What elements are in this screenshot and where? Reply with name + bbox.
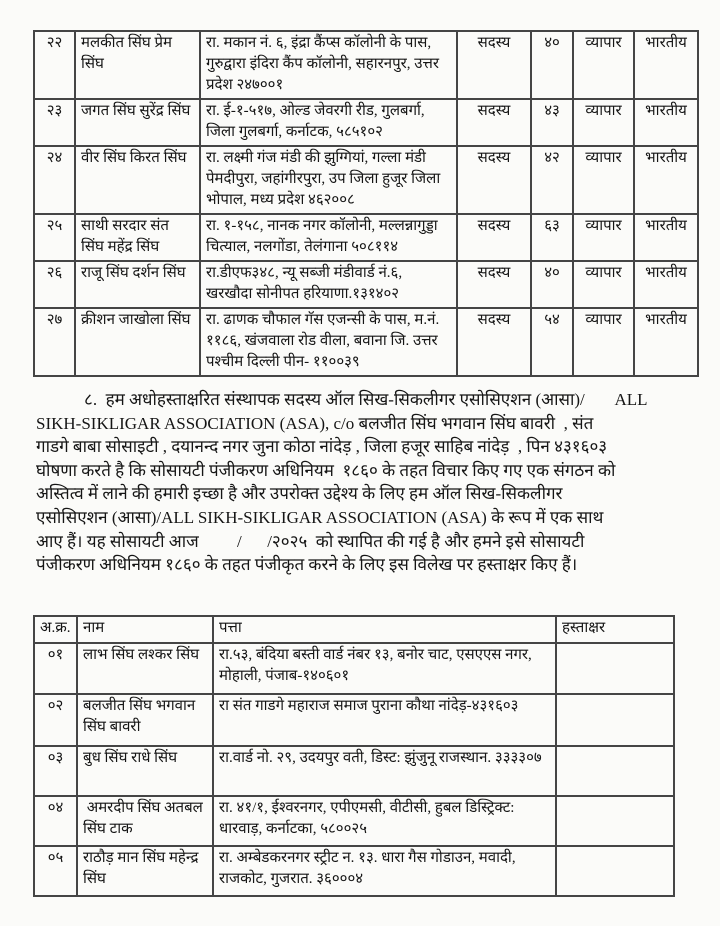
- member-table: [33, 30, 699, 377]
- declaration-line: एसोसिएशन (आसा)/ALL SIKH-SIKLIGAR ASSOCIATION (ASA) के रूप में एक साथ: [36, 507, 604, 527]
- signatory-address: रा.वार्ड नो. २९, उदयपुर वती, डिस्ट: झुंजुनू राजस्थान. ३३३३०७: [213, 746, 556, 796]
- member-no: २७: [34, 308, 75, 376]
- member-occupation: व्यापार: [573, 99, 634, 146]
- member-name: क्रीशन जाखोला सिंघ: [75, 308, 200, 376]
- member-occupation: व्यापार: [573, 214, 634, 261]
- signatory-no: ०२: [34, 694, 77, 746]
- signatory-no: ०५: [34, 846, 77, 896]
- header-serial: अ.क्र.: [34, 616, 77, 643]
- member-role: सदस्य: [457, 214, 531, 261]
- signatory-row: [34, 796, 674, 846]
- signature-cell: [556, 694, 674, 746]
- member-row: [34, 214, 698, 261]
- member-role: सदस्य: [457, 146, 531, 214]
- signatory-name: अमरदीप सिंघ अतबल सिंघ टाक: [77, 796, 213, 846]
- declaration-line: पंजीकरण अधिनियम १८६० के तहत पंजीकृत करने के लिए इस विलेख पर हस्ताक्षर किए हैं।: [36, 555, 578, 575]
- member-nationality: भारतीय: [634, 146, 698, 214]
- signature-cell: [556, 796, 674, 846]
- member-address: रा. ई-१-५१७, ओल्ड जेवरगी रीड, गुलबर्गा, जिला गुलबर्गा, कर्नाटक, ५८५१०२: [200, 99, 457, 146]
- signatory-address: रा. अम्बेडकरनगर स्ट्रीट न. १३. धारा गैस गोडाउन, मवादी, राजकोट, गुजरात. ३६०००४: [213, 846, 556, 896]
- declaration-line: गाडगे बाबा सोसाइटी , दयानन्द नगर जुना कोठा नांदेड़ , जिला हजूर साहिब नांदेड़ , पिन ४३१६०३: [36, 437, 608, 457]
- signatory-name: बुध सिंघ राधे सिंघ: [77, 746, 213, 796]
- member-role: सदस्य: [457, 99, 531, 146]
- member-address: रा. लक्ष्मी गंज मंडी की झुग्गियां, गल्ला मंडी पेमदीपुरा, जहांगीरपुरा, उप जिला हुजूर जिला भोपाल, मध्य प्रदेश ४६२००८: [200, 146, 457, 214]
- signatory-no: ०१: [34, 643, 77, 694]
- signature-cell: [556, 643, 674, 694]
- signatory-address: रा.५३, बंदिया बस्ती वार्ड नंबर १३, बनोर चाट, एसएएस नगर, मोहाली, पंजाब-१४०६०१: [213, 643, 556, 694]
- member-nationality: भारतीय: [634, 31, 698, 99]
- declaration-line: SIKH-SIKLIGAR ASSOCIATION (ASA), c/o बलजीत सिंघ भगवान सिंघ बावरी , संत: [36, 413, 594, 433]
- signatory-header-row: [34, 616, 674, 643]
- member-nationality: भारतीय: [634, 214, 698, 261]
- member-nationality: भारतीय: [634, 308, 698, 376]
- signatory-no: ०४: [34, 796, 77, 846]
- member-name: साथी सरदार संत सिंघ महेंद्र सिंघ: [75, 214, 200, 261]
- member-name: जगत सिंघ सुरेंद्र सिंघ: [75, 99, 200, 146]
- member-nationality: भारतीय: [634, 99, 698, 146]
- signatory-address: रा संत गाडगे महाराज समाज पुराना कौथा नांदेड़-४३१६०३: [213, 694, 556, 746]
- declaration-line: आए हैं। यह सोसायटी आज / /२०२५ को स्थापित की गई है और हमने इसे सोसायटी: [36, 531, 585, 551]
- member-row: [34, 99, 698, 146]
- member-no: २३: [34, 99, 75, 146]
- signatory-table: [33, 615, 675, 897]
- signatory-address: रा. ४१/१, ईश्वरनगर, एपीएमसी, वीटीसी, हुबल डिस्ट्रिक्ट: धारवाड़, कर्नाटका, ५८००२५: [213, 796, 556, 846]
- member-occupation: व्यापार: [573, 261, 634, 308]
- declaration-line: अस्तित्व में लाने की हमारी इच्छा है और उपरोक्त उद्देश्य के लिए हम ऑल सिख-सिकलीगर: [36, 484, 563, 504]
- member-address: रा. १-१५८, नानक नगर कॉलोनी, मल्लन्नागुड्डा चित्याल, नलगोंडा, तेलंगाना ५०८११४: [200, 214, 457, 261]
- declaration-line: घोषणा करते है कि सोसायटी पंजीकरण अधिनियम १८६० के तहत विचार किए गए एक संगठन को: [36, 460, 616, 480]
- member-role: सदस्य: [457, 31, 531, 99]
- member-role: सदस्य: [457, 261, 531, 308]
- member-name: राजू सिंघ दर्शन सिंघ: [75, 261, 200, 308]
- declaration-line: ८. हम अधोहस्ताक्षरित संस्थापक सदस्य ऑल सिख-सिकलीगर एसोसिएशन (आसा)/ ALL: [84, 390, 648, 409]
- signatory-name: राठौड़ मान सिंघ महेन्द्र सिंघ: [77, 846, 213, 896]
- member-nationality: भारतीय: [634, 261, 698, 308]
- member-address: रा. ढाणक चौफाल गॅस एजन्सी के पास, म.नं. ११८६, खंजवाला रोड वीला, बवाना जि. उत्तर पश्चीम दिल्ली पीन- ११००३९: [200, 308, 457, 376]
- member-age: ४०: [531, 261, 573, 308]
- member-occupation: व्यापार: [573, 31, 634, 99]
- member-address: रा.डीएफ३४८, न्यू सब्जी मंडीवार्ड नं.६, खरखौदा सोनीपत हरियाणा.१३१४०२: [200, 261, 457, 308]
- member-address: रा. मकान नं. ६, इंद्रा कैंप्स कॉलोनी के पास, गुरुद्वारा इंदिरा कैंप कॉलोनी, सहारनपुर, उत्तर प्रदेश २४७००१: [200, 31, 457, 99]
- member-row: [34, 146, 698, 214]
- header-address: पत्ता: [213, 616, 556, 643]
- member-no: २२: [34, 31, 75, 99]
- member-row: [34, 308, 698, 376]
- member-name: मलकीत सिंघ प्रेम सिंघ: [75, 31, 200, 99]
- signatory-row: [34, 846, 674, 896]
- member-no: २४: [34, 146, 75, 214]
- member-occupation: व्यापार: [573, 146, 634, 214]
- header-name: नाम: [77, 616, 213, 643]
- member-row: [34, 31, 698, 99]
- signatory-no: ०३: [34, 746, 77, 796]
- signatory-row: [34, 643, 674, 694]
- signatory-name: बलजीत सिंघ भगवान सिंघ बावरी: [77, 694, 213, 746]
- member-no: २६: [34, 261, 75, 308]
- member-no: २५: [34, 214, 75, 261]
- member-age: ४०: [531, 31, 573, 99]
- member-row: [34, 261, 698, 308]
- member-age: ६३: [531, 214, 573, 261]
- signatory-row: [34, 694, 674, 746]
- signature-cell: [556, 746, 674, 796]
- member-age: ४२: [531, 146, 573, 214]
- declaration-paragraph: [36, 388, 692, 577]
- header-signature: हस्ताक्षर: [556, 616, 674, 643]
- member-role: सदस्य: [457, 308, 531, 376]
- member-age: ४३: [531, 99, 573, 146]
- member-name: वीर सिंघ किरत सिंघ: [75, 146, 200, 214]
- signatory-row: [34, 746, 674, 796]
- signatory-name: लाभ सिंघ लश्कर सिंघ: [77, 643, 213, 694]
- signature-cell: [556, 846, 674, 896]
- member-age: ५४: [531, 308, 573, 376]
- member-occupation: व्यापार: [573, 308, 634, 376]
